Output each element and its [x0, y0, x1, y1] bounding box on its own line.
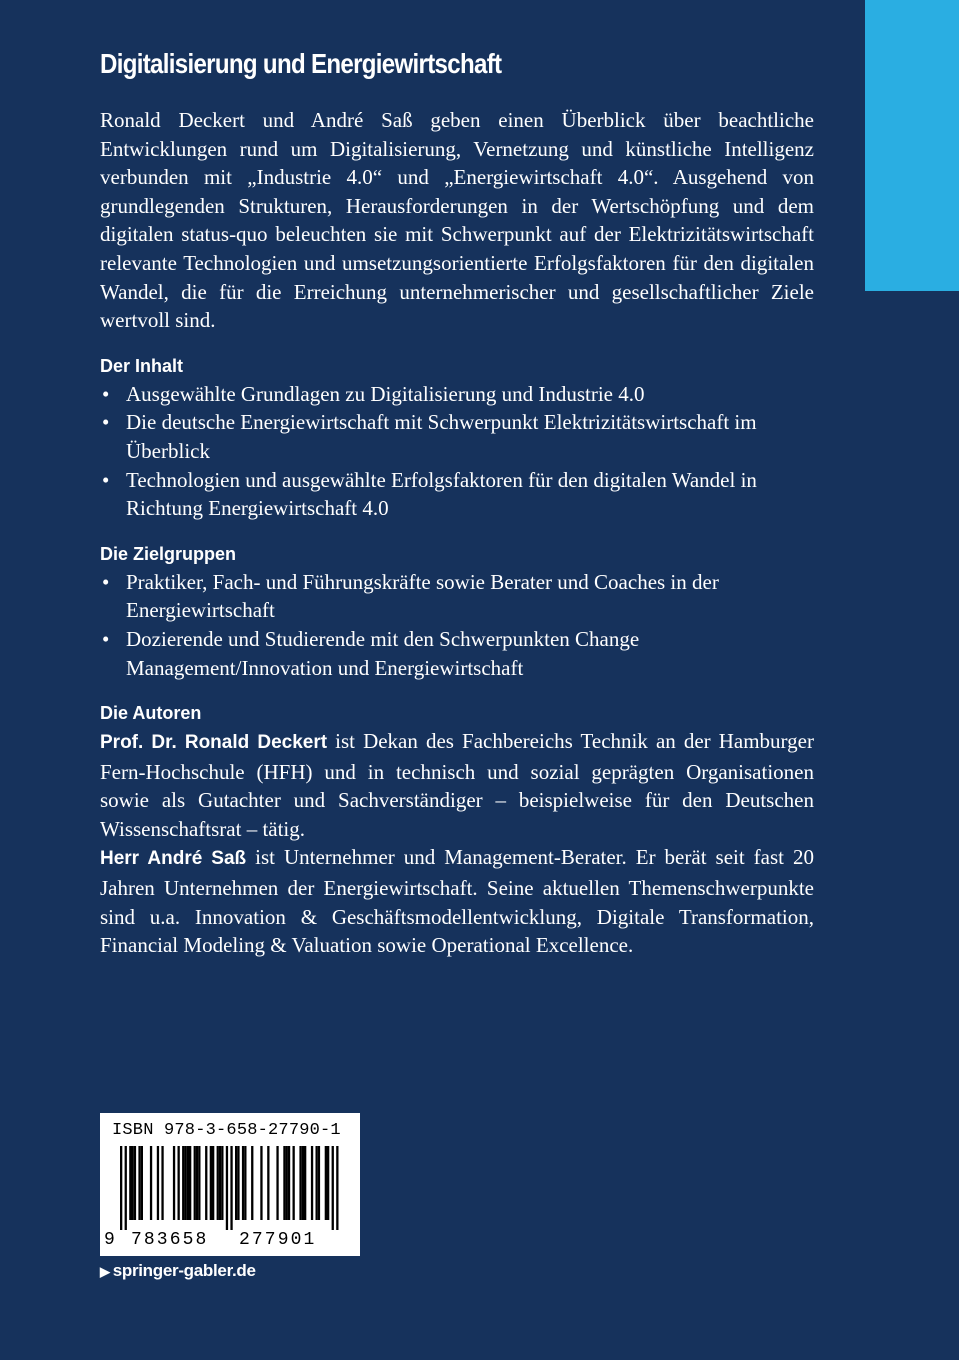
barcode-bar [198, 1146, 200, 1220]
barcode-bar [212, 1146, 214, 1220]
list-item: • Praktiker, Fach- und Führungskräfte sowie Berater und Coaches in der Energiewirtschaft [102, 569, 719, 623]
barcode-bar [210, 1146, 212, 1220]
zielgruppen-heading: Die Zielgruppen [100, 543, 237, 564]
barcode-bar [318, 1146, 320, 1220]
barcode-bar [138, 1146, 140, 1220]
barcode-bar [327, 1146, 329, 1220]
barcode-bar [235, 1146, 237, 1220]
barcode-bar [132, 1146, 134, 1220]
barcode-bar [150, 1146, 152, 1220]
barcode-bar [141, 1146, 143, 1220]
author-name: Prof. Dr. Ronald Deckert [100, 732, 328, 754]
back-cover-content [100, 40, 814, 960]
barcode-bar [226, 1146, 228, 1230]
barcode-bar [311, 1146, 313, 1220]
barcode-bar [178, 1146, 180, 1220]
bullet-icon: • [102, 410, 110, 435]
bullet-icon: • [102, 626, 110, 651]
barcode-bar [325, 1146, 327, 1220]
barcode-bar [189, 1146, 191, 1220]
barcode-bar [161, 1146, 163, 1220]
barcode-bar [242, 1146, 244, 1220]
list-item: • Ausgewählte Grundlagen zu Digitalisierung und Industrie 4.0 [100, 380, 814, 409]
barcode-bar [302, 1146, 304, 1220]
barcode-bar [336, 1146, 338, 1230]
barcode-bar [260, 1146, 262, 1220]
intro-paragraph: Ronald Deckert und André Saß geben einen Überblick über beachtliche Entwicklungen rund um Digitalisierung, Vernetzung und künstliche Intelligenz verbunden mit „Industrie 4.0“ und „Energiewirtschaft 4.0“. Ausgehend von grundlegenden Strukturen, Herausforderungen in der Wertschöpfung und dem digitalen status-quo beleuchten sie mit Schwerpunkt auf der Elektrizitätswirtschaft relevante Technologien und umsetzungsorientierte Erfolgsfaktoren für den digitalen Wandel, die für die Erreichung unternehmerischer und gesellschaftlicher Ziele wertvoll sind. [100, 108, 814, 333]
barcode-bar [205, 1146, 207, 1220]
barcode-bar [316, 1146, 318, 1220]
list-item: • Die deutsche Energiewirtschaft mit Schwerpunkt Elektrizitätswirtschaft im Überblick [102, 410, 757, 463]
bullet-icon: • [102, 381, 110, 406]
publisher-url: springer-gabler.de [112, 1261, 256, 1280]
list-item: • Dozierende und Studierende mit den Schwerpunkten Change Management/Innovation und Energiewirtschaft [102, 626, 640, 680]
ean-digit-first: 9 [104, 1230, 117, 1250]
barcode-bar [125, 1146, 127, 1230]
book-title: Digitalisierung und Energiewirtschaft [100, 48, 502, 79]
barcode-bar [288, 1146, 290, 1220]
barcode-bar [304, 1146, 306, 1220]
barcode-bar [286, 1146, 288, 1220]
barcode-bar [173, 1146, 175, 1220]
barcode-bar [221, 1146, 223, 1220]
arrow-icon: ▶ [100, 1264, 110, 1279]
barcode-bar [244, 1146, 246, 1220]
ean-digits-left: 783658 [131, 1230, 209, 1250]
barcode-bar [182, 1146, 184, 1220]
barcode-bar [299, 1146, 301, 1220]
isbn-label: ISBN 978-3-658-27790-1 [112, 1121, 341, 1140]
barcode-bar [267, 1146, 269, 1220]
barcode-bar [184, 1146, 186, 1220]
author-name: Herr André Saß [100, 848, 247, 870]
barcode-bar [134, 1146, 136, 1220]
barcode-image [112, 1146, 348, 1230]
author-bio-deckert [100, 727, 814, 843]
publisher-link[interactable] [100, 1261, 256, 1281]
barcode-bar [196, 1146, 198, 1220]
zielgruppen-list [100, 568, 814, 682]
barcode-bar [120, 1146, 122, 1230]
barcode-bar [237, 1146, 239, 1220]
barcode-bar [332, 1146, 334, 1230]
accent-bar [865, 0, 959, 291]
barcode-bar [293, 1146, 295, 1220]
inhalt-list [100, 380, 814, 523]
author-bio-sass [100, 843, 814, 959]
author-bio-text: ist Unternehmer und Management-Berater. Er berät seit fast 20 Jahren Unternehmen der Energiewirtschaft. Seine aktuellen Themenschwerpunkte sind u.a. Innovation & Geschäftsmodellentwicklung, Digitale Transformation, Financial Modeling & Valuation sowie Operational Excellence. [100, 845, 814, 958]
author-bio-text: ist Dekan des Fachbereichs Technik an der Hamburger Fern-Hochschule (HFH) und in technisch und sozial geprägten Organisationen sowie als Gutachter und Sachverständiger – beispielweise für den Deutschen Wissenschaftsrat – tätig. [100, 729, 814, 841]
ean-digits-right: 277901 [239, 1230, 317, 1250]
barcode-bar [283, 1146, 285, 1220]
barcode-bar [187, 1146, 189, 1220]
barcode-bar [230, 1146, 232, 1230]
barcode-bar [219, 1146, 221, 1220]
isbn-barcode [100, 1113, 360, 1256]
barcode-bar [251, 1146, 253, 1220]
barcode-bar [194, 1146, 196, 1220]
inhalt-heading: Der Inhalt [100, 355, 184, 376]
barcode-bar [157, 1146, 159, 1220]
bullet-icon: • [102, 569, 110, 594]
bullet-icon: • [102, 467, 110, 492]
barcode-bar [129, 1146, 131, 1220]
autoren-heading: Die Autoren [100, 703, 202, 724]
ean-digits [100, 1230, 360, 1254]
barcode-bar [217, 1146, 219, 1220]
list-item: • Technologien und ausgewählte Erfolgsfaktoren für den digitalen Wandel in Richtung Energiewirtschaft 4.0 [102, 467, 757, 521]
barcode-bar [276, 1146, 278, 1220]
